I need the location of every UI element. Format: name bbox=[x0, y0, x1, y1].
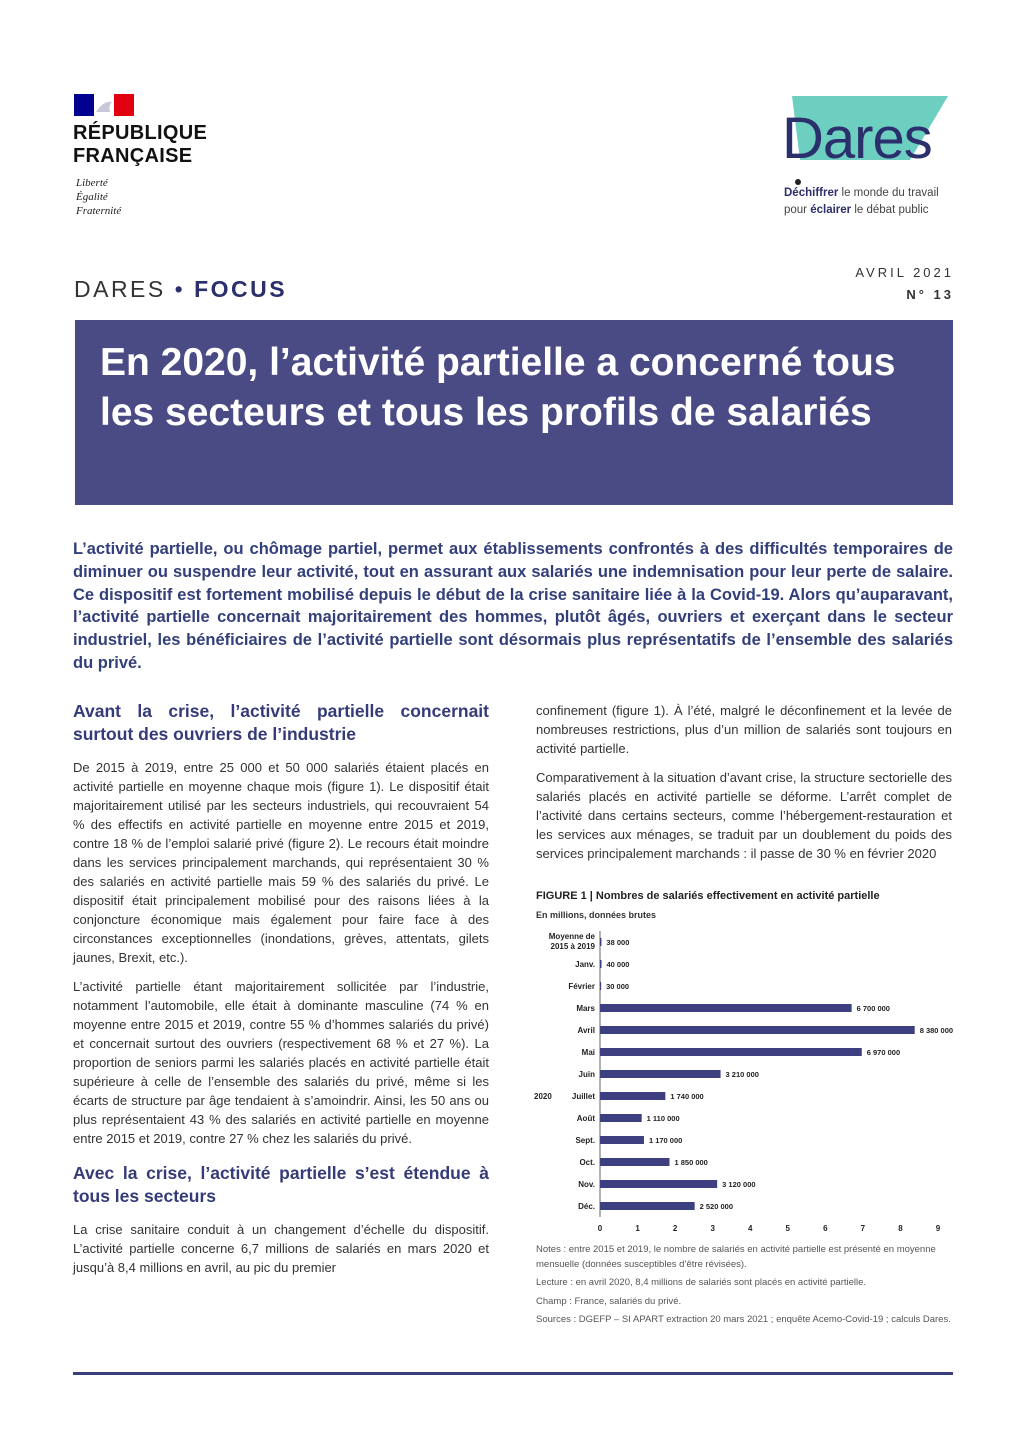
series-type: FOCUS bbox=[194, 276, 288, 302]
x-tick-label: 1 bbox=[635, 1224, 640, 1233]
issue-info bbox=[855, 262, 954, 306]
left-paragraph-3: La crise sanitaire conduit à un changement d’échelle du dispositif. L’activité partielle concerne 6,7 millions de salariés en mars 2020 et jusqu’à 8,4 millions en avril, au pic du premier bbox=[73, 1222, 489, 1275]
tag-rest1: le monde du travail bbox=[838, 187, 939, 199]
x-tick-label: 4 bbox=[747, 1224, 753, 1233]
left-paragraph-1: De 2015 à 2019, entre 25 000 et 50 000 salariés étaient placés en activité partielle en moyenne chaque mois (figure 1). Le dispositif était majoritairement utilisé par les secteurs industriels, qui recouvraient 54 % des effectifs en activité partielle en moyenne entre 2015 et 2019, contre 18 % de l’emploi salarié privé (figure 2). Le recours était moindre dans les services principalement marchands, qui représentaient 30 % des salariés en activité partielle mais 59 % des salariés du privé. Le dispositif était principalement mobilisé pour des raisons liées à la conjoncture économique mais également pour faire face à des circonstances exceptionnelles (inondations, grèves, attentats, gilets jaunes, Brexit, etc.). bbox=[73, 760, 489, 965]
x-tick-label: 8 bbox=[898, 1224, 903, 1233]
figure-title: FIGURE 1 | Nombres de salariés effectivement en activité partielle bbox=[536, 890, 880, 902]
bar bbox=[600, 1158, 669, 1166]
series-separator: • bbox=[174, 276, 186, 302]
series-name: DARES bbox=[74, 276, 166, 302]
figure-champ: Champ : France, salariés du privé. bbox=[536, 1295, 682, 1307]
section-heading-1: Avant la crise, l’activité partielle concernait surtout des ouvriers de l’industrie bbox=[73, 701, 489, 744]
value-label: 2 520 000 bbox=[699, 1202, 734, 1211]
category-label: Déc. bbox=[578, 1202, 595, 1211]
category-label: Oct. bbox=[579, 1158, 595, 1167]
x-tick-label: 3 bbox=[710, 1224, 715, 1233]
figure-sources: Sources : DGEFP – SI APART extraction 20 mars 2021 ; enquête Acemo-Covid-19 ; calculs Dares. bbox=[536, 1314, 951, 1325]
value-label: 38 000 bbox=[606, 938, 630, 947]
value-label: 1 110 000 bbox=[646, 1114, 680, 1123]
x-tick-label: 2 bbox=[672, 1224, 678, 1233]
bar bbox=[600, 1114, 642, 1122]
bar bbox=[600, 1048, 862, 1056]
bar bbox=[600, 960, 602, 968]
motto-liberte: Liberté bbox=[76, 177, 108, 189]
category-label: Sept. bbox=[575, 1136, 595, 1145]
bar bbox=[600, 938, 601, 946]
issue-number: N° 13 bbox=[906, 287, 954, 302]
rf-name-line1: RÉPUBLIQUE bbox=[73, 122, 208, 144]
bar bbox=[600, 1070, 721, 1078]
category-label: Nov. bbox=[578, 1180, 595, 1189]
x-tick-label: 0 bbox=[597, 1224, 603, 1233]
tag-bold2: éclairer bbox=[810, 204, 852, 216]
category-label: Juillet bbox=[571, 1092, 595, 1101]
french-flag-icon bbox=[74, 94, 134, 116]
bar bbox=[600, 1026, 915, 1034]
dares-tagline bbox=[784, 185, 939, 219]
tag-bold1: Déchiffrer bbox=[784, 187, 839, 199]
tag-rest2: le débat public bbox=[851, 204, 929, 216]
tag-pre2: pour bbox=[784, 204, 811, 216]
x-tick-label: 6 bbox=[823, 1224, 828, 1233]
right-paragraph-2: Comparativement à la situation d’avant crise, la structure sectorielle des salariés placés en activité partielle se déforme. L’arrêt complet de l’activité dans certains secteurs, comme l’hébergement-restauration et les services aux ménages, se traduit par un doublement du poids des services principalement marchands : il passe de 30 % en février 2020 bbox=[536, 770, 952, 861]
category-label: Juin bbox=[578, 1070, 595, 1079]
bar bbox=[600, 1202, 695, 1210]
series-label bbox=[74, 276, 287, 303]
bar bbox=[600, 1004, 852, 1012]
bar bbox=[600, 1092, 665, 1100]
bar-chart bbox=[530, 925, 970, 1245]
value-label: 40 000 bbox=[606, 960, 630, 969]
group-label: 2020 bbox=[534, 1092, 552, 1101]
lead-paragraph: L’activité partielle, ou chômage partiel, permet aux établissements confrontés à des difficultés temporaires de diminuer ou suspendre leur activité, tout en assurant aux salariés une indemnisation pour leur perte de salaire. Ce dispositif est fortement mobilisé depuis le début de la crise sanitaire liée à la Covid-19. Alors qu’auparavant, l’activité partielle concernait majoritairement des hommes, plutôt âgés, ouvriers et exerçant dans le secteur industriel, les bénéficiaires de l’activité partielle sont désormais plus représentatifs de l’ensemble des salariés du privé. bbox=[73, 540, 953, 672]
value-label: 6 970 000 bbox=[866, 1048, 901, 1057]
category-label: Janv. bbox=[575, 960, 595, 969]
rf-name-line2: FRANÇAISE bbox=[73, 145, 193, 167]
value-label: 1 740 000 bbox=[670, 1092, 704, 1101]
category-label: Mars bbox=[576, 1004, 595, 1013]
bar bbox=[600, 1136, 644, 1144]
category-label: Août bbox=[576, 1114, 595, 1123]
left-column bbox=[73, 700, 489, 1287]
value-label: 30 000 bbox=[606, 982, 630, 991]
figure-lecture: Lecture : en avril 2020, 8,4 millions de salariés sont placés en activité partielle. bbox=[536, 1277, 867, 1288]
category-label: Moyenne de 2015 à 2019 bbox=[548, 932, 595, 951]
value-label: 6 700 000 bbox=[856, 1004, 890, 1013]
x-tick-label: 9 bbox=[935, 1224, 941, 1233]
motto-fraternite: Fraternité bbox=[76, 205, 122, 217]
category-label: Février bbox=[568, 982, 595, 991]
right-paragraph-1: confinement (figure 1). À l’été, malgré le déconfinement et la levée de nombreuses restrictions, plus d’un million de salariés sont toujours en activité partielle. bbox=[536, 703, 952, 756]
dares-logo-word: Dares bbox=[782, 106, 932, 171]
category-label: Mai bbox=[581, 1048, 595, 1057]
value-label: 1 170 000 bbox=[648, 1136, 683, 1145]
footer-rule bbox=[73, 1372, 953, 1375]
right-column bbox=[536, 701, 952, 873]
figure-subtitle: En millions, données brutes bbox=[536, 910, 657, 920]
value-label: 3 120 000 bbox=[722, 1180, 756, 1189]
motto-egalite: Égalité bbox=[76, 191, 108, 203]
value-label: 1 850 000 bbox=[674, 1158, 708, 1167]
x-tick-label: 5 bbox=[785, 1224, 791, 1233]
bar bbox=[600, 1180, 717, 1188]
figure-notes-text: Notes : entre 2015 et 2019, le nombre de salariés en activité partielle est présenté en moyenne mensuelle (données susceptibles d’être révisées). bbox=[536, 1244, 936, 1270]
category-label: Avril bbox=[577, 1026, 595, 1035]
page-title: En 2020, l’activité partielle a concerné tous les secteurs et tous les profils de salariés bbox=[100, 341, 896, 434]
issue-date: AVRIL 2021 bbox=[855, 265, 954, 280]
left-paragraph-2: L’activité partielle étant majoritairement sollicitée par l’industrie, notamment l’automobile, elle était à dominante masculine (74 % en moyenne entre 2015 et 2019, contre 55 % d’hommes salariés du privé) et concernait surtout des ouvriers (respectivement 68 % et 27 %). La proportion de seniors parmi les salariés placés en activité partielle était supérieure à celle de l’ensemble des salariés du privé, même si les écarts de structure par âge tendaient à s’amoindrir. Ainsi, les 50 ans ou plus représentaient 43 % des salariés en activité partielle en moyenne entre 2015 et 2019, contre 27 % chez les salariés du privé. bbox=[73, 979, 489, 1146]
value-label: 8 380 000 bbox=[919, 1026, 954, 1035]
value-label: 3 210 000 bbox=[725, 1070, 759, 1079]
republique-francaise-logo bbox=[73, 122, 207, 168]
figure-notes bbox=[536, 1243, 954, 1332]
bar bbox=[600, 982, 601, 990]
x-tick-label: 7 bbox=[860, 1224, 866, 1233]
rf-motto bbox=[76, 176, 121, 218]
section-heading-2: Avec la crise, l’activité partielle s’est étendue à tous les secteurs bbox=[73, 1163, 489, 1206]
